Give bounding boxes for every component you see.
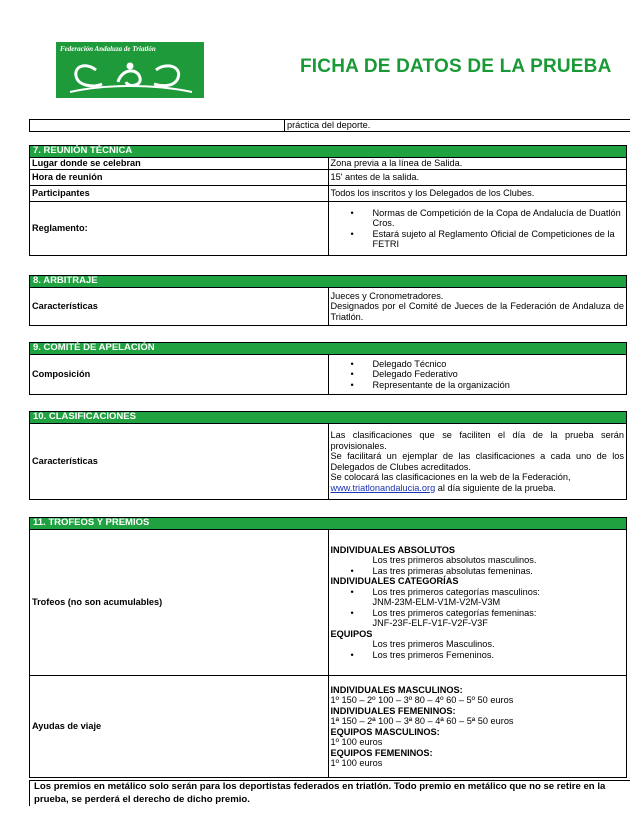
participantes-value: Todos los inscritos y los Delegados de los Clubes. <box>328 186 627 202</box>
logo-text: Federación Andaluza de Triatlón <box>60 45 156 53</box>
clasificaciones-p1: Las clasificaciones que se faciliten el día de la prueba serán provisionales. <box>330 430 624 451</box>
clasificaciones-p3-pre: Se colocará las clasificaciones en la web de la Federación, <box>330 472 571 482</box>
lugar-value: Zona previa a la línea de Salida. <box>328 158 627 170</box>
top-row-label <box>30 120 285 132</box>
ayudas-fem-value: 1ª 150 – 2ª 100 – 3ª 80 – 4ª 60 – 5ª 50 euros <box>330 716 514 726</box>
section-7-table <box>29 145 627 256</box>
ind-abs-item-1: Los tres primeros absolutos masculinos. <box>372 555 537 566</box>
ayudas-masc-value: 1º 150 – 2º 100 – 3º 80 – 4º 60 – 5º 50 euros <box>330 695 514 705</box>
section-9-table <box>29 342 627 395</box>
equipos-title: EQUIPOS <box>330 628 373 639</box>
federation-logo <box>56 42 204 98</box>
ind-cat-title: INDIVIDUALES CATEGORÍAS <box>330 576 459 587</box>
section-11-title: 11. TROFEOS Y PREMIOS <box>30 518 627 530</box>
federation-website-link[interactable]: www.triatlonandalucia.org <box>330 482 436 493</box>
top-row-value: práctica del deporte. <box>285 120 630 132</box>
list-item: • Delegado Federativo <box>361 369 625 380</box>
arbitraje-line-2: Designados por el Comité de Jueces de la Federación de Andaluza de Triatlón. <box>330 301 624 322</box>
reglamento-value <box>328 202 627 256</box>
ind-cat-item-2: • Los tres primeros categorías femeninas: <box>361 608 625 619</box>
reglamento-label: Reglamento: <box>30 202 329 256</box>
logo-emblem-icon <box>56 54 204 98</box>
list-item: • Estará sujeto al Reglamento Oficial de Competiciones de la FETRI <box>361 229 625 250</box>
list-item: • Delegado Técnico <box>361 359 625 370</box>
clasificaciones-p2: Se facilitará un ejemplar de las clasificaciones a cada uno de los Delegados de Clubes acreditados. <box>330 451 624 472</box>
ayudas-fem-title: INDIVIDUALES FEMENINOS: <box>330 705 456 716</box>
trofeos-value <box>328 530 627 676</box>
trofeos-label: Trofeos (no son acumulables) <box>30 530 329 676</box>
section-8-table <box>29 275 627 326</box>
arbitraje-label: Características <box>30 288 329 326</box>
ind-cat-codes-1: JNM-23M-ELM-V1M-V2M-V3M <box>372 597 501 608</box>
participantes-label: Participantes <box>30 186 329 202</box>
composicion-label: Composición <box>30 355 329 395</box>
clasificaciones-p3 <box>331 472 625 493</box>
clasificaciones-value <box>328 424 627 500</box>
ayudas-eq-fem-title: EQUIPOS FEMENINOS: <box>330 747 433 758</box>
clasificaciones-p3-post: al día siguiente de la prueba. <box>435 482 556 493</box>
ayudas-eq-masc-title: EQUIPOS MASCULINOS: <box>330 726 440 737</box>
arbitraje-line-1: Jueces y Cronometradores. <box>330 290 444 301</box>
ayudas-value <box>328 676 627 778</box>
lugar-label: Lugar donde se celebran <box>30 158 329 170</box>
ind-cat-item-1: • Los tres primeros categorías masculinos: <box>361 587 625 598</box>
list-item: • Representante de la organización <box>361 380 625 391</box>
ayudas-label: Ayudas de viaje <box>30 676 329 778</box>
section-9-title: 9. COMITÉ DE APELACIÓN <box>30 343 627 355</box>
ayudas-eq-masc-value: 1º 100 euros <box>330 737 383 747</box>
equipos-item-2: • Los tres primeros Femeninos. <box>361 650 625 661</box>
page-title: FICHA DE DATOS DE LA PRUEBA <box>300 56 612 77</box>
hora-value: 15' antes de la salida. <box>328 170 627 186</box>
ayudas-masc-title: INDIVIDUALES MASCULINOS: <box>330 684 463 695</box>
ind-abs-item-2: • Las tres primeras absolutas femeninas. <box>361 566 625 577</box>
ind-cat-codes-2: JNF-23F-ELF-V1F-V2F-V3F <box>372 618 488 629</box>
list-item: • Normas de Competición de la Copa de Andalucía de Duatlón Cros. <box>361 208 625 229</box>
section-10-table <box>29 411 627 500</box>
prize-footer-note: Los premios en metálico solo serán para los deportistas federados en triatlón. Todo premio en metálico que no se retire en la prueba, se perderá el derecho de dicho premio. <box>29 780 630 806</box>
section-7-title: 7. REUNIÓN TÉCNICA <box>30 146 627 158</box>
equipos-item-1: Los tres primeros Masculinos. <box>372 639 495 650</box>
hora-label: Hora de reunión <box>30 170 329 186</box>
composicion-value <box>328 355 627 395</box>
section-8-title: 8. ARBITRAJE <box>30 276 627 288</box>
section-10-title: 10. CLASIFICACIONES <box>30 412 627 424</box>
arbitraje-value <box>328 288 627 326</box>
top-table <box>29 119 630 132</box>
ind-abs-title: INDIVIDUALES ABSOLUTOS <box>330 544 456 555</box>
clasificaciones-label: Características <box>30 424 329 500</box>
ayudas-eq-fem-value: 1º 100 euros <box>330 758 383 768</box>
section-11-table <box>29 517 627 778</box>
